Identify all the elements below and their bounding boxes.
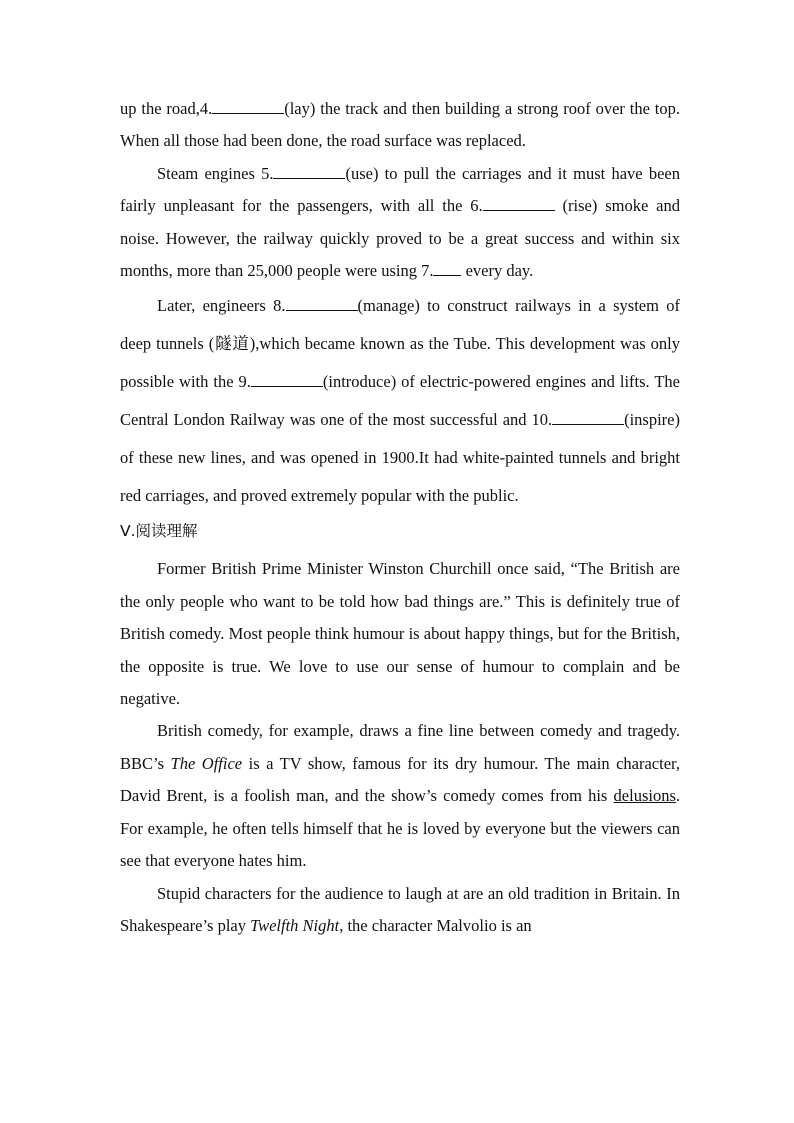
text-segment: every day.: [461, 261, 534, 281]
paragraph-road-construction: [120, 93, 680, 158]
paragraph-the-office: [120, 715, 680, 877]
blank-8[interactable]: [286, 296, 358, 311]
paragraph-shakespeare: [120, 878, 680, 943]
play-title: Twelfth Night: [250, 915, 340, 935]
text-segment: (inspire) of these new lines, and was opened in 1900.It had white-painted tunnels and bright red carriages, and proved extremely popular with the public.: [120, 410, 680, 506]
text-segment: ),which became known as the Tube. This development was only possible with the 9.: [120, 334, 681, 392]
paragraph-steam-engines: [120, 158, 680, 288]
text-segment: (introduce) of electric-powered engines and lifts. The Central London Railway was one of the most successful and 10.: [120, 372, 681, 430]
text-segment: , the character Malvolio is an: [339, 915, 532, 935]
page-content: [120, 93, 680, 942]
text-segment: (lay) the track and then building a strong roof over the top. When all those had been done, the road surface was replaced.: [120, 99, 681, 151]
blank-7[interactable]: [433, 261, 461, 276]
blank-10[interactable]: [552, 410, 624, 425]
text-segment: Later, engineers 8.: [157, 296, 286, 316]
underlined-word: delusions: [613, 786, 676, 806]
text-segment: (rise) smoke and noise. However, the railway quickly proved to be a great success and within six months, more than 25,000 people were using 7.: [120, 196, 680, 281]
text-segment: up the road,4.: [120, 99, 213, 118]
paragraph-tube: [120, 287, 680, 515]
chinese-gloss: 隧道: [214, 334, 250, 354]
text-segment: (use) to pull the carriages and it must have been fairly unpleasant for the passengers, with all the 6.: [120, 163, 680, 216]
blank-9[interactable]: [251, 372, 323, 387]
blank-6[interactable]: [483, 196, 555, 211]
blank-5[interactable]: [273, 164, 345, 179]
text-segment: (manage) to construct railways in a system of deep tunnels (: [120, 296, 680, 354]
paragraph-churchill: Former British Prime Minister Winston Churchill once said, “The British are the only people who want to be told how bad things are.” This is definitely true of British comedy. Most people think humour is about happy things, but for the British, the opposite is true. We love to use our sense of humour to complain and be negative.: [120, 559, 680, 709]
blank-4[interactable]: [212, 99, 284, 114]
text-segment: Stupid characters for the audience to laugh at are an old tradition in Britain. In Shakespeare’s play: [120, 883, 680, 935]
text-segment: . For example, he often tells himself that he is loved by everyone but the viewers can see that everyone hates him.: [120, 786, 680, 871]
section-heading-reading: Ⅴ.阅读理解: [120, 522, 198, 541]
text-segment: British comedy, for example, draws a fine line between comedy and tragedy. BBC’s: [120, 721, 680, 773]
text-segment: Steam engines 5.: [157, 163, 274, 183]
show-title: The Office: [170, 753, 243, 773]
text-segment: is a TV show, famous for its dry humour. The main character, David Brent, is a foolish man, and the show’s comedy comes from his: [120, 753, 680, 806]
